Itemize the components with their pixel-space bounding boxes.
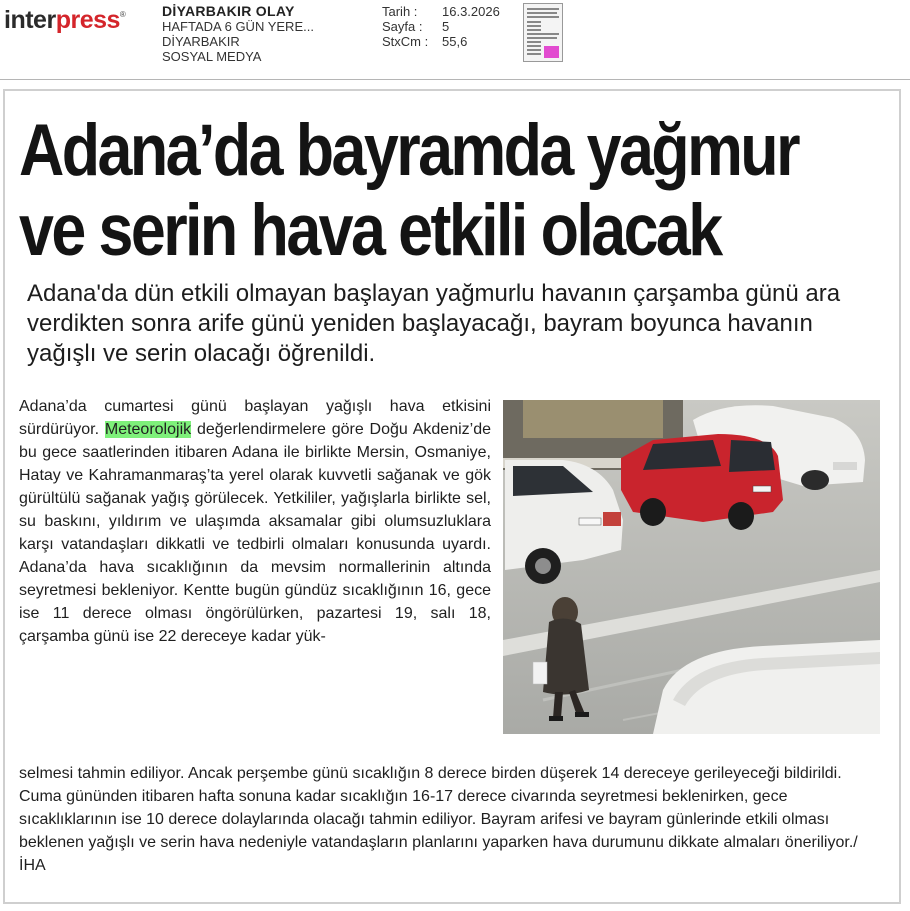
header-divider	[0, 79, 910, 80]
date-value: 16.3.2026	[442, 4, 500, 19]
publication-info	[162, 4, 314, 64]
highlighted-keyword: Meteorolojik	[104, 421, 192, 438]
clipping-meta	[382, 4, 500, 49]
page-label: Sayfa :	[382, 19, 423, 34]
article-marker	[544, 46, 559, 58]
street-photo-illustration	[503, 400, 880, 734]
headline-line-1: Adana’da bayramda yağmur	[19, 110, 798, 191]
stxcm-label: StxCm :	[382, 34, 429, 49]
interpress-logo: interpress®	[4, 6, 126, 34]
publication-frequency: HAFTADA 6 GÜN YERE...	[162, 19, 314, 34]
page-value: 5	[442, 19, 450, 34]
publication-category: SOSYAL MEDYA	[162, 49, 262, 64]
article-body-column: Adana’da cumartesi günü başlayan yağışlı hava etkisini sürdürüyor. Meteorolojik değerlendirmelere göre Doğu Akdeniz’de bu gece saatlerinden itibaren Adana ile birlikte Mersin, Osmaniye, Hatay ve Kahramanmaraş’ta yerel olarak kuvvetli sağanak ve gök gürültülü sağanak yağış görülecek. Yetkililer, yağışlarla birlikte sel, su baskını, yıldırım ve ulaşımda aksamalar gibi olumsuzluklara karşı vatandaşları dikkatli ve tedbirli olmaları konusunda uyardı. Adana’da hava sıcaklığının da mevsim normallerinin altında seyretmesi bekleniyor. Kentte bugün gündüz sıcaklığının 16, gece ise 11 derece olması öngörülürken, pazartesi 19, salı 18, çarşamba günü ise 22 dereceye kadar yük-	[19, 398, 492, 645]
article-headline	[19, 110, 798, 271]
article-photo	[503, 400, 880, 734]
article-deck: Adana'da dün etkili olmayan başlayan yağmurlu havanın çarşamba günü ara verdikten sonra arife günü yeniden başlayacağı, bayram boyunca havanın yağışlı ve serin olacağı öğrenildi.	[27, 280, 841, 367]
clipping-header	[0, 0, 910, 80]
article-body-continued: selmesi tahmin ediliyor. Ancak perşembe günü sıcaklığın 8 derece birden düşerek 14 dereceye gerileyeceği bildirildi. Cuma gününden itibaren hafta sonuna kadar sıcaklığın 16-17 derece civarında seyretmesi beklenirken, gece sıcaklıklarının ise 10 derece dolaylarında olacağı tahmin ediliyor. Bayram arifesi ve bayram günlerinde etkili olması beklenen yağışlı ve serin hava nedeniyle vatandaşların planlarını yaparken hava durumunu dikkate almaları öneriliyor./İHA	[19, 765, 858, 874]
page-thumbnail[interactable]	[523, 3, 563, 62]
stxcm-value: 55,6	[442, 34, 468, 49]
publication-name: DİYARBAKIR OLAY	[162, 3, 295, 19]
news-article	[3, 89, 901, 904]
headline-line-2: ve serin hava etkili olacak	[19, 190, 721, 271]
publication-city: DİYARBAKIR	[162, 34, 240, 49]
date-label: Tarih :	[382, 4, 418, 19]
